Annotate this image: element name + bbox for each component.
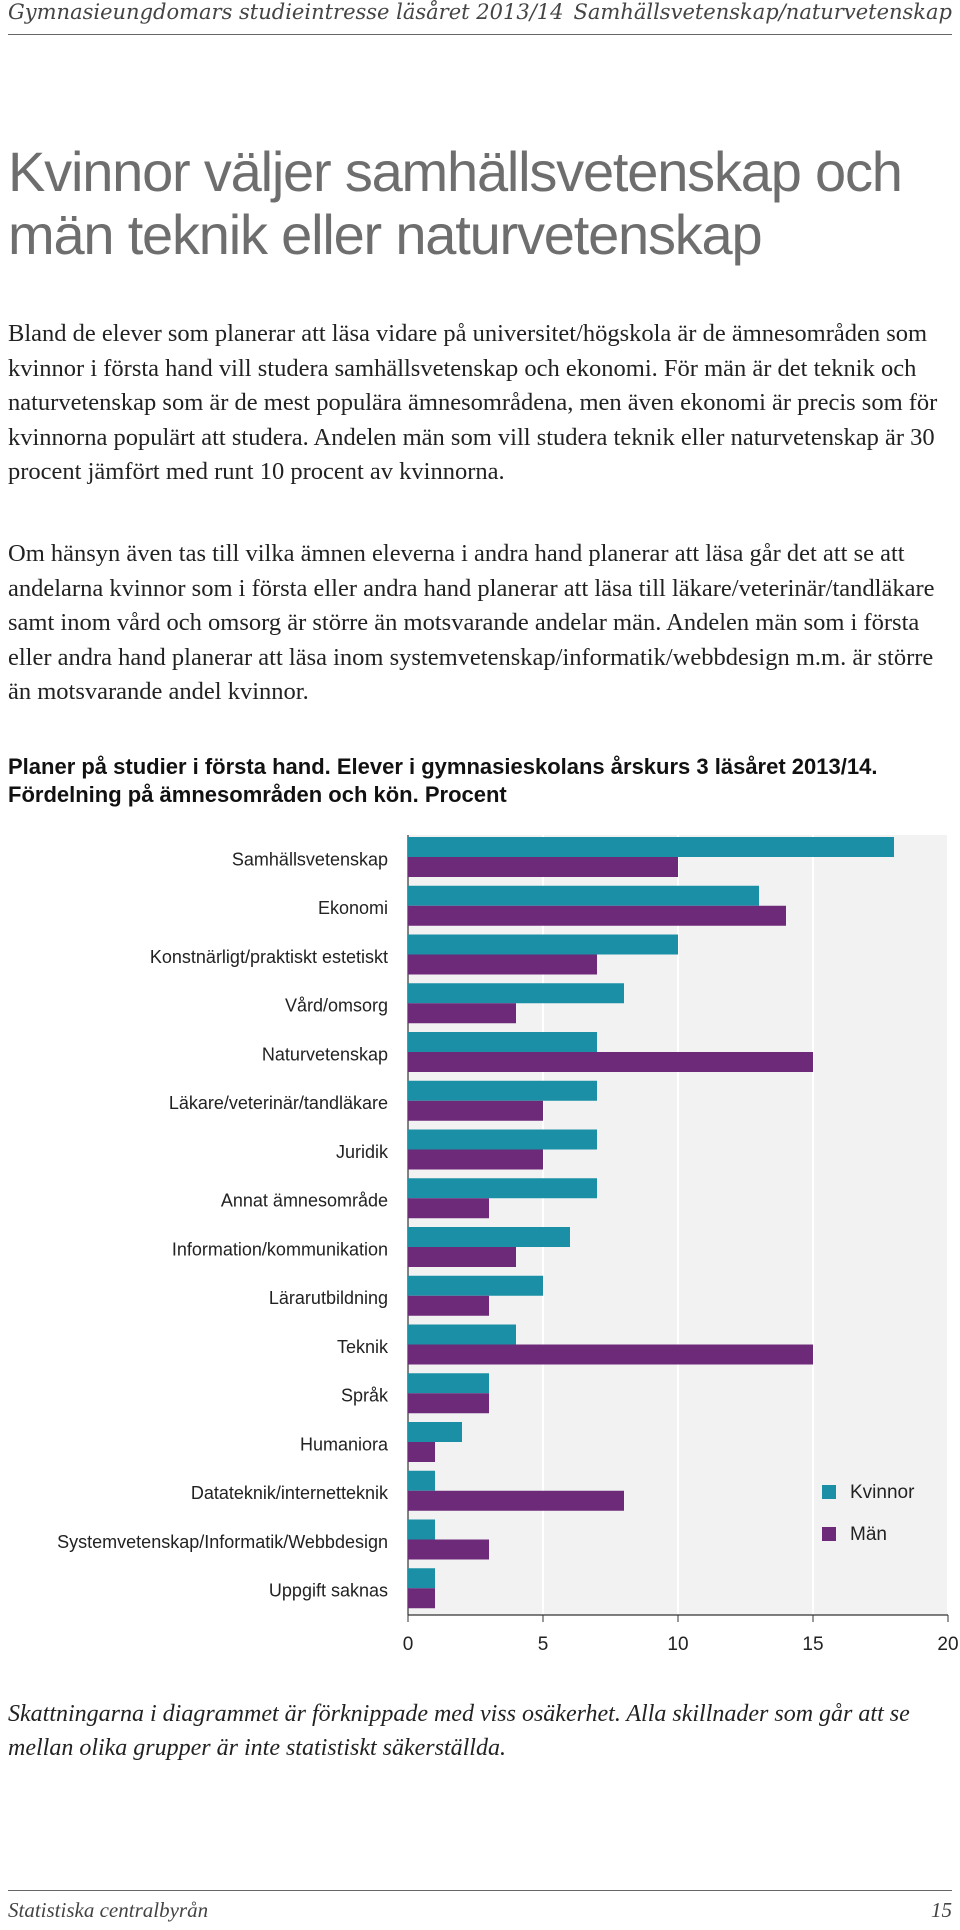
category-label: Juridik	[335, 1141, 388, 1162]
bar-kvinnor	[408, 1276, 543, 1296]
x-tick-label: 5	[537, 1634, 549, 1655]
bar-man	[408, 1345, 813, 1365]
header-divider	[8, 34, 952, 35]
category-label: Datateknik/internetteknik	[190, 1483, 388, 1504]
bar-kvinnor	[408, 1568, 435, 1588]
category-label: Konstnärligt/praktiskt estetiskt	[149, 946, 388, 967]
bar-man	[408, 857, 678, 877]
page-title: Kvinnor väljer samhällsvetenskap och män teknik eller naturvetenskap	[8, 140, 902, 266]
bar-chart	[0, 815, 960, 1665]
bar-kvinnor	[408, 935, 678, 955]
body-paragraph-2: Om hänsyn även tas till vilka ämnen eleverna i andra hand planerar att läsa går det att se att andelarna kvinnor som i första eller andra hand planerar att läsa till läkare/veterinär/tandläkare samt inom vård och omsorg är större än motsvarande andelar män. Andelen män som i första eller andra hand planerar att läsa inom systemvetenskap/informatik/webbdesign m.m. är större än motsvarande andel kvinnor.	[8, 540, 935, 705]
bar-kvinnor	[408, 1471, 435, 1491]
bar-man	[408, 1540, 489, 1560]
x-tick-label: 0	[402, 1634, 414, 1655]
legend-label: Kvinnor	[850, 1482, 915, 1503]
footer-divider	[8, 1890, 952, 1891]
bar-kvinnor	[408, 1325, 516, 1345]
bar-man	[408, 1296, 489, 1316]
bar-man	[408, 1442, 435, 1462]
x-tick-label: 15	[802, 1634, 824, 1655]
category-label: Vård/omsorg	[284, 995, 388, 1016]
bar-man	[408, 1003, 516, 1023]
bar-man	[408, 1247, 516, 1267]
bar-kvinnor	[408, 1081, 597, 1101]
bar-man	[408, 1198, 489, 1218]
category-label: Naturvetenskap	[261, 1044, 388, 1065]
category-label: Språk	[340, 1385, 388, 1406]
x-tick-label: 10	[667, 1634, 689, 1655]
bar-kvinnor	[408, 1178, 597, 1198]
bar-man	[408, 1393, 489, 1413]
bar-kvinnor	[408, 1032, 597, 1052]
bar-man	[408, 1150, 543, 1170]
page-header	[8, 0, 952, 30]
bar-kvinnor	[408, 1520, 435, 1540]
category-label: Lärarutbildning	[268, 1288, 388, 1309]
bar-kvinnor	[408, 1373, 489, 1393]
bar-man	[408, 1588, 435, 1608]
category-label: Samhällsvetenskap	[231, 849, 388, 870]
chart-footnote: Skattningarna i diagrammet är förknippade med viss osäkerhet. Alla skillnader som går att se mellan olika grupper är inte statistiskt säkerställda.	[8, 1701, 910, 1761]
page-number: 15	[931, 1898, 952, 1922]
category-label: Uppgift saknas	[268, 1580, 388, 1601]
category-label: Teknik	[336, 1336, 388, 1357]
bar-man	[408, 955, 597, 975]
bar-kvinnor	[408, 837, 894, 857]
legend-label: Män	[850, 1524, 887, 1545]
bar-man	[408, 1101, 543, 1121]
legend-swatch	[822, 1527, 836, 1541]
header-section-title: Samhällsvetenskap/naturvetenskap	[573, 0, 952, 24]
bar-man	[408, 1052, 813, 1072]
bar-man	[408, 906, 786, 926]
bar-kvinnor	[408, 1227, 570, 1247]
category-label: Systemvetenskap/Informatik/Webbdesign	[57, 1531, 388, 1552]
bar-kvinnor	[408, 1422, 462, 1442]
footer-publisher: Statistiska centralbyrån	[8, 1898, 209, 1922]
category-label: Läkare/veterinär/tandläkare	[168, 1093, 388, 1114]
bar-kvinnor	[408, 1130, 597, 1150]
x-tick-label: 20	[937, 1634, 959, 1655]
category-label: Humaniora	[299, 1434, 388, 1455]
category-label: Ekonomi	[317, 898, 388, 919]
bar-kvinnor	[408, 983, 624, 1003]
header-publication-title: Gymnasieungdomars studieintresse läsåret 2013/14	[8, 0, 564, 24]
legend-swatch	[822, 1485, 836, 1499]
bar-kvinnor	[408, 886, 759, 906]
bar-man	[408, 1491, 624, 1511]
category-label: Information/kommunikation	[171, 1239, 388, 1260]
chart-title: Planer på studier i första hand. Elever i gymnasieskolans årskurs 3 läsåret 2013/14. Fördelning på ämnesområden och kön. Procent	[8, 754, 878, 807]
category-label: Annat ämnesområde	[220, 1190, 388, 1211]
body-paragraph-1: Bland de elever som planerar att läsa vidare på universitet/högskola är de ämnesområden som kvinnor i första hand vill studera samhällsvetenskap och ekonomi. För män är det teknik och naturvetenskap som är de mest populära ämnesområdena, men även ekonomi är precis som för kvinnorna populärt att studera. Andelen män som vill studera teknik eller naturvetenskap är 30 procent jämfört med runt 10 procent av kvinnorna.	[8, 320, 938, 485]
